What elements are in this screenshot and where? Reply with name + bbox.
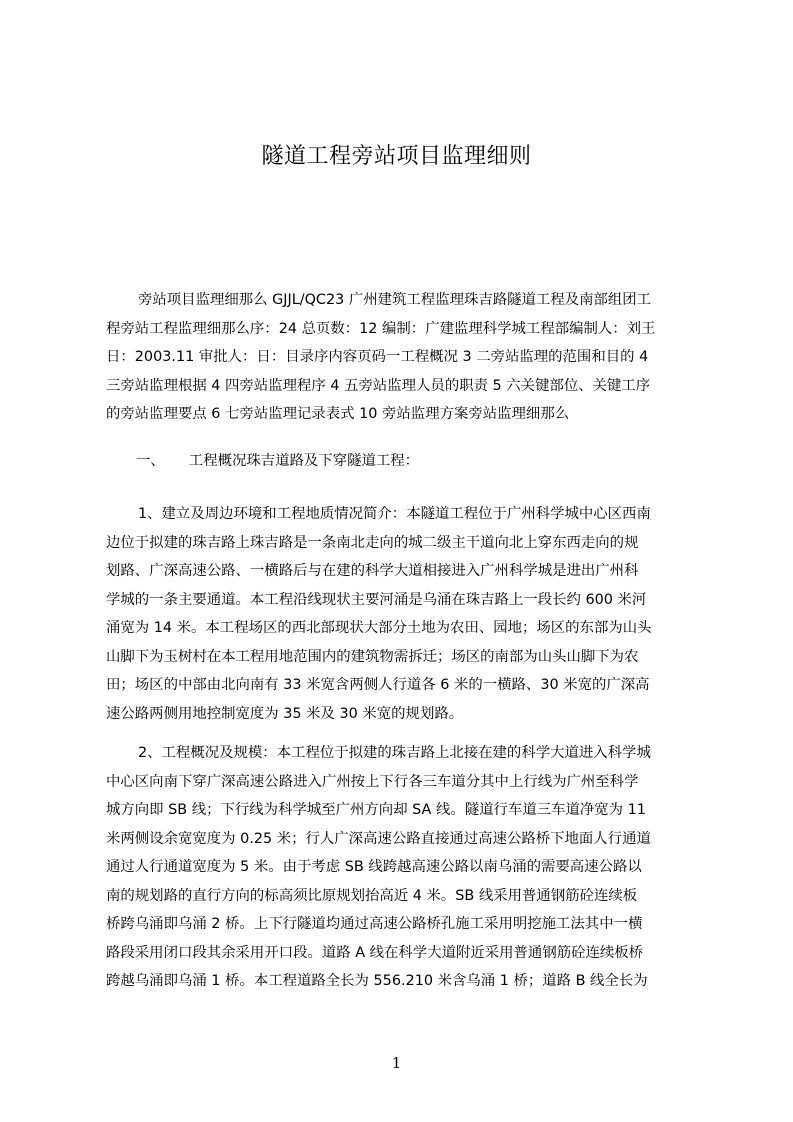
text-line: 程旁站工程监理细那么序：24 总页数：12 编制：广建监理科学城工程部编制人：刘王 [106, 320, 656, 337]
section-number: 一、 [136, 453, 165, 469]
paragraph-1 [106, 500, 726, 728]
text-line: 山脚下为玉树村在本工程用地范围内的建筑物需拆迁；场区的南部为山头山脚下为农 [106, 648, 639, 665]
text-line: 三旁站监理根据 4 四旁站监理程序 4 五旁站监理人员的职责 5 六关键部位、关键工序 [106, 377, 651, 394]
paragraph-2 [106, 739, 726, 996]
intro-paragraph [106, 286, 726, 429]
text-line: 通过人行通道宽度为 5 米。由于考虑 SB 线跨越高速公路以南乌涌的需要高速公路以 [106, 859, 642, 875]
text-line: 路段采用闭口段其余采用开口段。道路 A 线在科学大道附近采用普通钢筋砼连续板桥 [106, 944, 644, 961]
text-line: 学城的一条主要通道。本工程沿线现状主要河涌是乌涌在珠吉路上一段长约 600 米河 [106, 591, 647, 608]
text-line: 1、建立及周边环境和工程地质情况简介：本隧道工程位于广州科学城中心区西南 [138, 506, 651, 522]
text-line: 桥跨乌涌即乌涌 2 桥。上下行隧道均通过高速公路桥孔施工采用明挖施工法其中一横 [106, 916, 643, 932]
text-line: 涌宽为 14 米。本工程场区的西北部现状大部分土地为农田、园地；场区的东部为山头 [106, 620, 652, 636]
text-line: 南的规划路的直行方向的标高须比原规划抬高近 4 米。SB 线采用普通钢筋砼连续板 [106, 887, 638, 904]
text-line: 日：2003.11 审批人：日：目录序内容页码一工程概况 3 二旁站监理的范围和目的 4 [106, 349, 649, 365]
text-line: 的旁站监理要点 6 七旁站监理记录表式 10 旁站监理方案旁站监理细那么 [106, 406, 570, 422]
section-heading [136, 447, 419, 475]
text-line: 跨越乌涌即乌涌 1 桥。本工程道路全长为 556.210 米含乌涌 1 桥；道路 B 线全长为 [106, 973, 648, 989]
page-number: 1 [391, 1054, 402, 1072]
text-line: 划路、广深高速公路、一横路后与在建的科学大道相接进入广州科学城是进出广州科 [106, 563, 639, 579]
text-line: 速公路两侧用地控制宽度为 35 米及 30 米宽的规划路。 [106, 705, 464, 722]
text-line: 城方向即 SB 线；下行线为科学城至广州方向却 SA 线。隧道行车道三车道净宽为 11 [106, 802, 646, 818]
text-line: 米两侧设余宽宽度为 0.25 米；行人广深高速公路直接通过高速公路桥下地面人行通道 [106, 830, 651, 847]
text-line: 中心区向南下穿广深高速公路进入广州按上下行各三车道分其中上行线为广州至科学 [106, 773, 639, 790]
document-title: 隧道工程旁站项目监理细则 [261, 144, 532, 169]
section-heading-text: 工程概况珠吉道路及下穿隧道工程： [188, 453, 420, 469]
text-line: 2、工程概况及规模：本工程位于拟建的珠吉路上北接在建的科学大道进入科学城 [138, 745, 651, 761]
text-line: 田；场区的中部由北向南有 33 米宽含两侧人行道各 6 米的一横路、30 米宽的广深高 [106, 677, 650, 693]
text-line: 旁站项目监理细那么 GJJL/QC23 广州建筑工程监理珠吉路隧道工程及南部组团工 [138, 292, 652, 308]
text-line: 边位于拟建的珠吉路上珠吉路是一条南北走向的城二级主干道向北上穿东西走向的规 [106, 534, 639, 551]
